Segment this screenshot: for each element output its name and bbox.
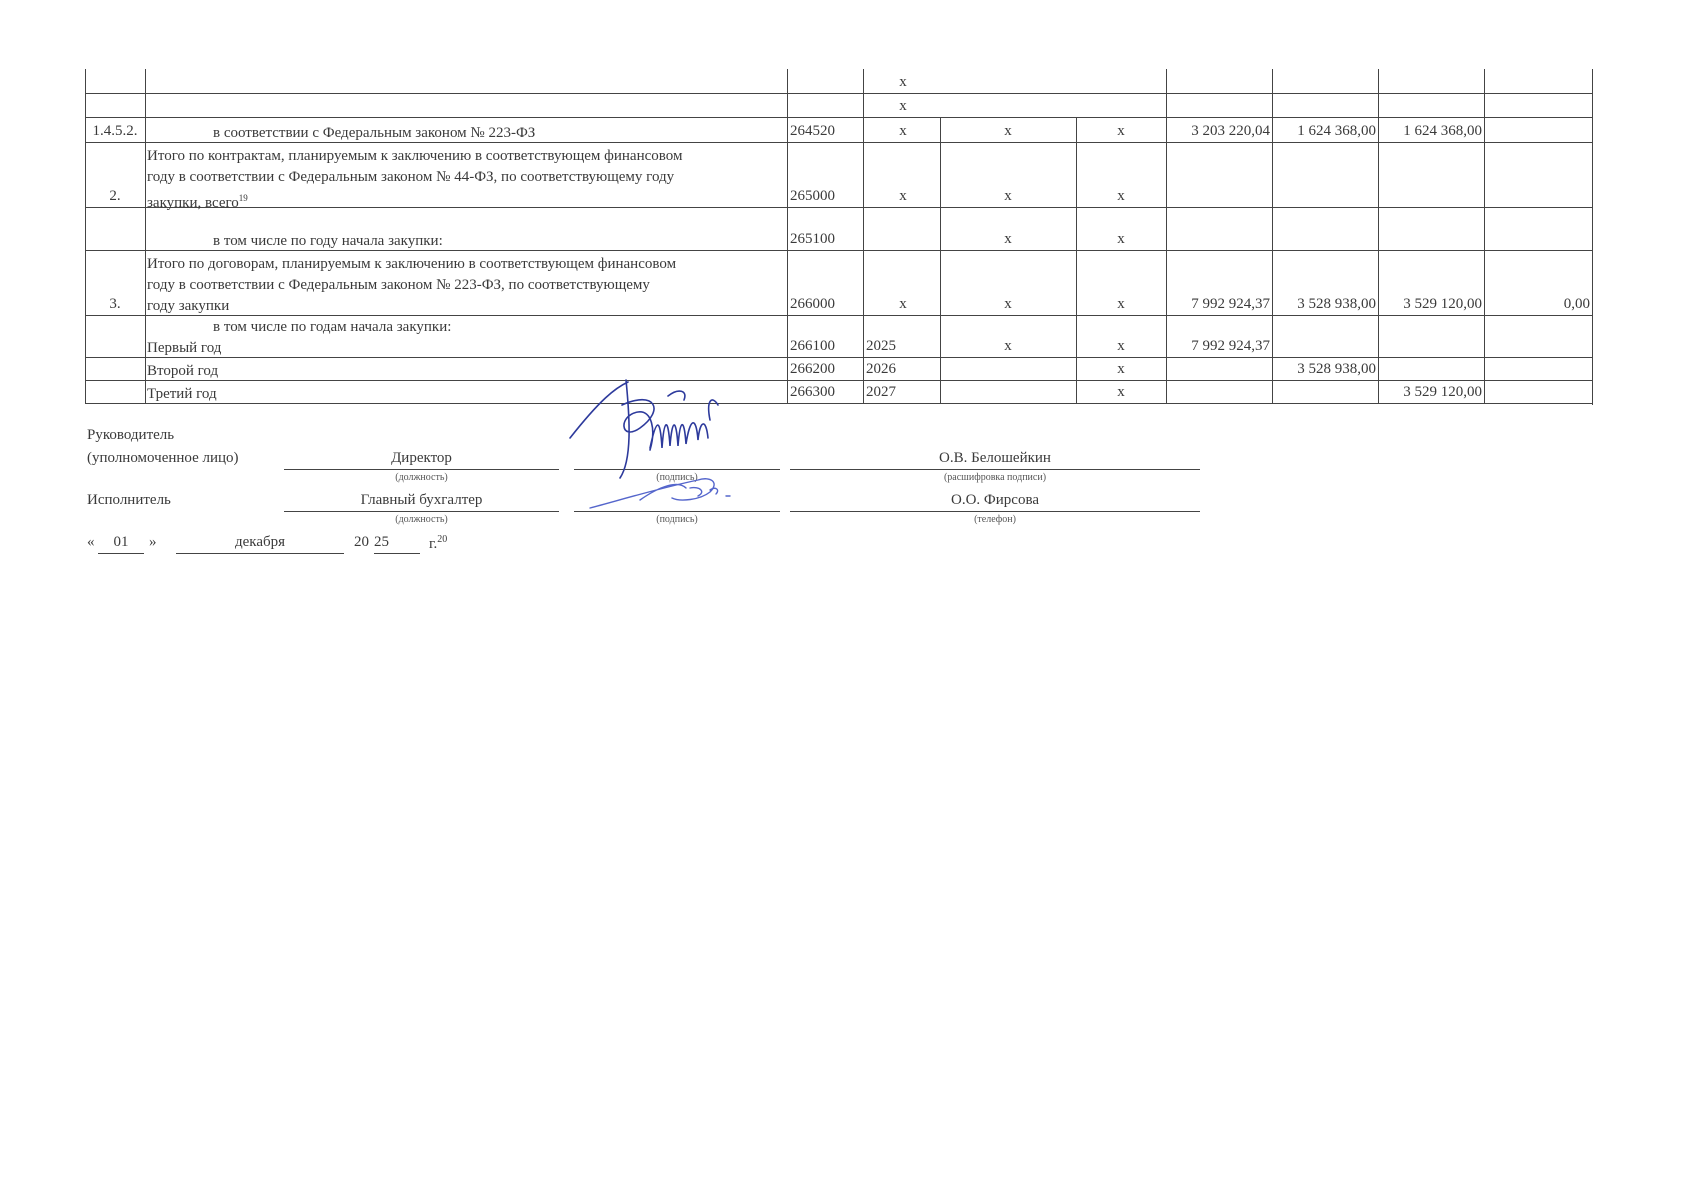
caption-signature: (подпись) — [656, 472, 698, 483]
caption-name: (расшифровка подписи) — [943, 472, 1047, 483]
date-month: декабря — [234, 534, 286, 550]
executor-label: Исполнитель — [87, 492, 171, 508]
executor-position-line — [284, 511, 559, 512]
head-name: О.В. Белошейкин — [939, 450, 1051, 466]
head-position: Директор — [391, 450, 452, 466]
caption-position-2: (должность) — [395, 514, 448, 525]
row-value-1: 7 992 924,37 — [1191, 296, 1270, 312]
date-suffix: г.$^{20}$ — [429, 534, 448, 552]
row-description-line: году закупки — [147, 298, 230, 314]
row-value-3: 3 529 120,00 — [1403, 296, 1482, 312]
table-column-border — [940, 117, 941, 403]
table-column-border — [1272, 69, 1273, 403]
row-code: 266000 — [790, 296, 835, 312]
table-row-border — [85, 315, 1592, 316]
row-value-1: 3 203 220,04 — [1191, 123, 1270, 139]
row-code: 265100 — [790, 231, 835, 247]
table-column-border — [85, 69, 86, 403]
row-description-line: в том числе по году начала закупки: — [213, 233, 443, 249]
row-code: 266300 — [790, 384, 835, 400]
row-year: x — [899, 98, 907, 114]
director-signature-image — [560, 360, 790, 520]
row-col-2: x — [1117, 296, 1125, 312]
footnote-marker: 19 — [238, 193, 248, 203]
table-column-border — [1378, 69, 1379, 403]
row-col-1: x — [1004, 296, 1012, 312]
row-year: 2025 — [866, 338, 896, 354]
table-row-border — [85, 403, 1592, 404]
row-number: 2. — [109, 188, 121, 204]
row-value-1: 7 992 924,37 — [1191, 338, 1270, 354]
row-code: 264520 — [790, 123, 835, 139]
row-description-line: Итого по контрактам, планируемым к заключению в соответствующем финансовом — [147, 148, 683, 164]
row-col-1: x — [1004, 123, 1012, 139]
row-value-3: 1 624 368,00 — [1403, 123, 1482, 139]
row-description-line: Третий год — [147, 386, 217, 402]
row-col-2: x — [1117, 231, 1125, 247]
date-day-line — [98, 553, 144, 554]
row-col-2: x — [1117, 338, 1125, 354]
row-col-2: x — [1117, 123, 1125, 139]
row-value-3: 3 529 120,00 — [1403, 384, 1482, 400]
date-year-line — [374, 553, 420, 554]
row-code: 266200 — [790, 361, 835, 377]
table-row-border — [85, 93, 1592, 94]
table-row-border — [85, 207, 1592, 208]
date-day: 01 — [113, 534, 129, 550]
row-year: x — [899, 74, 907, 90]
date-month-line — [176, 553, 344, 554]
head-position-line — [284, 469, 559, 470]
row-value-2: 1 624 368,00 — [1297, 123, 1376, 139]
row-year: x — [899, 123, 907, 139]
row-year: x — [899, 188, 907, 204]
row-number: 3. — [109, 296, 121, 312]
table-column-border — [787, 69, 788, 403]
row-description-line: Итого по договорам, планируемым к заключению в соответствующем финансовом — [147, 256, 677, 272]
row-year: x — [899, 296, 907, 312]
row-description-line: Второй год — [147, 363, 219, 379]
row-value-2: 3 528 938,00 — [1297, 361, 1376, 377]
date-year: 25 — [374, 534, 389, 550]
date-close-quote: » — [149, 534, 157, 550]
row-description-line: в соответствии с Федеральным законом № 223-ФЗ — [213, 125, 536, 141]
row-col-2: x — [1117, 384, 1125, 400]
row-value-4: 0,00 — [1563, 296, 1590, 312]
table-right-edge — [1592, 69, 1593, 405]
row-col-1: x — [1004, 338, 1012, 354]
head-label: Руководитель — [87, 427, 175, 443]
executor-name: О.О. Фирсова — [951, 492, 1039, 508]
row-description-line: в том числе по годам начала закупки: — [213, 319, 452, 335]
table-row-border — [85, 357, 1592, 358]
caption-signature-2: (подпись) — [656, 514, 698, 525]
table-column-border — [863, 69, 864, 403]
table-column-border — [1484, 69, 1485, 403]
row-year: 2026 — [866, 361, 896, 377]
row-year: 2027 — [866, 384, 896, 400]
row-description-line: закупки, всего$^{19}$ — [147, 193, 248, 211]
date-open-quote: « — [87, 534, 95, 550]
row-value-2: 3 528 938,00 — [1297, 296, 1376, 312]
executor-position: Главный бухгалтер — [360, 492, 483, 508]
table-column-border — [1076, 117, 1077, 403]
row-description-line: году в соответствии с Федеральным законом № 44-ФЗ, по соответствующему году — [147, 169, 675, 185]
head-name-line — [790, 469, 1200, 470]
row-col-1: x — [1004, 231, 1012, 247]
row-description-line: году в соответствии с Федеральным законом № 223-ФЗ, по соответствующему — [147, 277, 650, 293]
caption-position: (должность) — [395, 472, 448, 483]
row-col-2: x — [1117, 361, 1125, 377]
table-row-border — [85, 117, 1592, 118]
row-code: 266100 — [790, 338, 835, 354]
row-number: 1.4.5.2. — [92, 123, 138, 139]
executor-phone-line — [790, 511, 1200, 512]
caption-phone: (телефон) — [974, 514, 1016, 525]
table-row-border — [85, 380, 1592, 381]
row-description-line: Первый год — [147, 340, 222, 356]
date-century: 20 — [354, 534, 369, 550]
head-label-authorized: (уполномоченное лицо) — [87, 450, 239, 466]
table-column-border — [145, 69, 146, 403]
row-col-1: x — [1004, 188, 1012, 204]
row-col-2: x — [1117, 188, 1125, 204]
row-code: 265000 — [790, 188, 835, 204]
